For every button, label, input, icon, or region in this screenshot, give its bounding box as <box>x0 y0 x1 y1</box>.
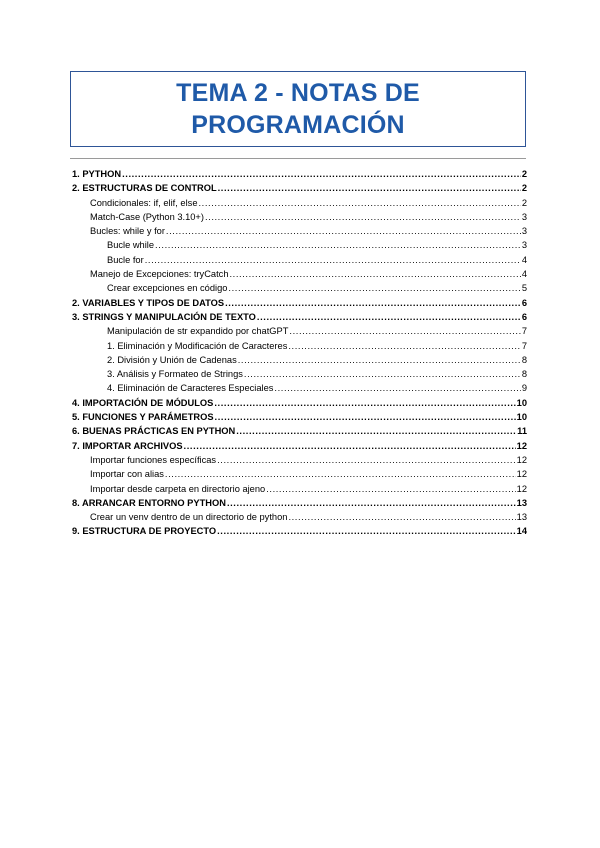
toc-page-number: 3 <box>521 240 527 251</box>
toc-entry-title: 8. ARRANCAR ENTORNO PYTHON <box>72 497 226 508</box>
toc-entry-title: 9. ESTRUCTURA DE PROYECTO <box>72 526 217 537</box>
toc-entry-title: 3. Análisis y Formateo de Strings <box>107 369 243 380</box>
toc-entry-title: 2. VARIABLES Y TIPOS DE DATOS <box>72 297 225 308</box>
document-title-line-2: PROGRAMACIÓN <box>191 111 405 139</box>
toc-entry-title: Manipulación de str expandido por chatGPT <box>107 326 289 337</box>
toc-entry[interactable] <box>72 467 527 481</box>
toc-entry-title: Manejo de Excepciones: tryCatch <box>90 269 229 280</box>
toc-entry-title: Bucle while <box>107 240 155 251</box>
divider-line <box>70 158 526 159</box>
toc-dot-leader <box>184 439 516 453</box>
toc-entry-title: Importar desde carpeta en directorio ajeno <box>90 483 266 494</box>
toc-page-number: 9 <box>521 383 527 394</box>
toc-page-number: 4 <box>521 254 527 265</box>
toc-page-number: 4 <box>521 269 527 280</box>
toc-page-number: 2 <box>521 197 527 208</box>
toc-page-number: 13 <box>516 512 527 523</box>
toc-dot-leader <box>217 524 516 538</box>
toc-dot-leader <box>215 410 516 424</box>
toc-entry-title: Crear excepciones en código <box>107 283 228 294</box>
toc-page-number: 14 <box>516 526 527 537</box>
toc-entry[interactable] <box>72 524 527 538</box>
toc-page-number: 3 <box>521 211 527 222</box>
toc-entry[interactable] <box>72 281 527 295</box>
toc-page-number: 3 <box>521 226 527 237</box>
toc-page-number: 13 <box>516 497 527 508</box>
toc-entry-title: 6. BUENAS PRÁCTICAS EN PYTHON <box>72 426 236 437</box>
toc-dot-leader <box>227 496 516 510</box>
toc-entry-title: 2. División y Unión de Cadenas <box>107 354 237 365</box>
toc-entry-title: Condicionales: if, elif, else <box>90 197 198 208</box>
toc-page-number: 12 <box>516 440 527 451</box>
toc-entry[interactable] <box>72 496 527 510</box>
toc-page-number: 8 <box>521 369 527 380</box>
toc-entry[interactable] <box>72 453 527 467</box>
toc-entry[interactable] <box>72 238 527 252</box>
toc-page-number: 5 <box>521 283 527 294</box>
toc-dot-leader <box>165 467 516 481</box>
toc-dot-leader <box>266 482 515 496</box>
toc-entry[interactable] <box>72 224 527 238</box>
toc-dot-leader <box>274 381 520 395</box>
toc-dot-leader <box>238 353 521 367</box>
toc-page-number: 2 <box>521 183 527 194</box>
toc-page-number: 2 <box>521 169 527 179</box>
toc-dot-leader <box>199 196 521 210</box>
toc-dot-leader <box>145 253 521 267</box>
toc-entry[interactable] <box>72 410 527 424</box>
toc-entry[interactable] <box>72 482 527 496</box>
toc-dot-leader <box>257 310 521 324</box>
toc-dot-leader <box>288 339 520 353</box>
toc-entry-title: 1. PYTHON <box>72 169 122 179</box>
toc-entry-title: 1. Eliminación y Modificación de Caracteres <box>107 340 288 351</box>
toc-page-number: 12 <box>516 454 527 465</box>
toc-entry[interactable] <box>72 339 527 353</box>
document-title-line-1: TEMA 2 - NOTAS DE <box>176 79 420 107</box>
table-of-contents <box>72 167 527 539</box>
toc-dot-leader <box>225 296 521 310</box>
toc-entry-title: Bucle for <box>107 254 144 265</box>
toc-entry[interactable] <box>72 367 527 381</box>
toc-entry[interactable] <box>72 181 527 195</box>
toc-entry-title: 5. FUNCIONES Y PARÁMETROS <box>72 412 214 423</box>
toc-page-number: 12 <box>516 469 527 480</box>
toc-entry-title: 4. Eliminación de Caracteres Especiales <box>107 383 274 394</box>
toc-entry[interactable] <box>72 510 527 524</box>
toc-page-number: 10 <box>516 412 527 423</box>
toc-entry-title: Match-Case (Python 3.10+) <box>90 211 204 222</box>
toc-dot-leader <box>218 181 521 195</box>
toc-dot-leader <box>166 224 521 238</box>
toc-entry[interactable] <box>72 196 527 210</box>
toc-entry[interactable] <box>72 424 527 438</box>
toc-entry-title: Importar funciones específicas <box>90 454 217 465</box>
toc-entry-title: 3. STRINGS Y MANIPULACIÓN DE TEXTO <box>72 311 256 322</box>
toc-entry-title: 4. IMPORTACIÓN DE MÓDULOS <box>72 397 214 408</box>
toc-entry-title: Importar con alias <box>90 469 164 480</box>
toc-page-number: 6 <box>521 297 527 308</box>
toc-entry[interactable] <box>72 439 527 453</box>
toc-dot-leader <box>214 396 515 410</box>
toc-entry[interactable] <box>72 267 527 281</box>
toc-entry[interactable] <box>72 324 527 338</box>
toc-page-number: 7 <box>521 326 527 337</box>
toc-dot-leader <box>217 453 516 467</box>
toc-dot-leader <box>230 267 521 281</box>
toc-dot-leader <box>228 281 520 295</box>
toc-entry-title: 7. IMPORTAR ARCHIVOS <box>72 440 183 451</box>
toc-dot-leader <box>155 238 521 252</box>
toc-page-number: 6 <box>521 311 527 322</box>
toc-entry[interactable] <box>72 396 527 410</box>
toc-page-number: 8 <box>521 354 527 365</box>
toc-dot-leader <box>244 367 521 381</box>
toc-page-number: 11 <box>517 426 527 437</box>
toc-entry[interactable] <box>72 296 527 310</box>
toc-entry-title: 2. ESTRUCTURAS DE CONTROL <box>72 183 217 194</box>
toc-dot-leader <box>288 510 515 524</box>
toc-entry[interactable] <box>72 381 527 395</box>
toc-page-number: 12 <box>516 483 527 494</box>
toc-entry[interactable] <box>72 210 527 224</box>
toc-entry[interactable] <box>72 253 527 267</box>
toc-page-number: 7 <box>521 340 527 351</box>
toc-entry[interactable] <box>72 310 527 324</box>
toc-entry-title: Bucles: while y for <box>90 226 165 237</box>
toc-dot-leader <box>205 210 521 224</box>
toc-dot-leader <box>122 167 521 181</box>
toc-entry[interactable] <box>72 353 527 367</box>
toc-entry[interactable] <box>72 167 527 181</box>
document-title-box <box>70 71 526 147</box>
toc-dot-leader <box>236 424 516 438</box>
toc-dot-leader <box>289 324 520 338</box>
toc-page-number: 10 <box>516 397 527 408</box>
toc-entry-title: Crear un venv dentro de un directorio de python <box>90 512 288 523</box>
